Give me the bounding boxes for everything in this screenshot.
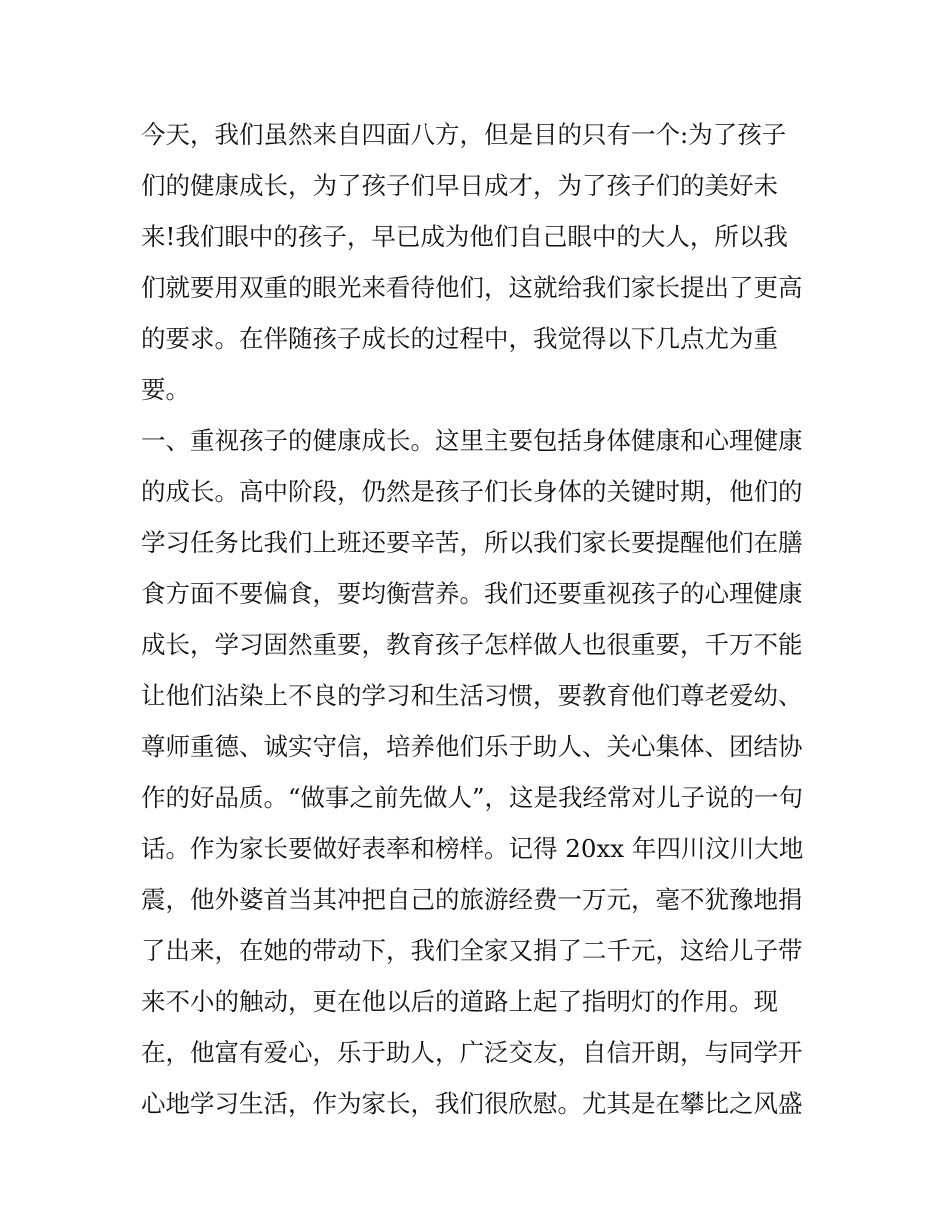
text-line: 今天，我们虽然来自四面八方，但是目的只有一个:为了孩子 (141, 120, 787, 149)
text-line: 成长，学习固然重要，教育孩子怎样做人也很重要，千万不能 (141, 630, 803, 659)
body-text (141, 109, 821, 1129)
text-line: 震，他外婆首当其冲把自己的旅游经费一万元，毫不犹豫地捐 (141, 885, 803, 914)
text-line: 食方面不要偏食，要均衡营养。我们还要重视孩子的心理健康 (141, 579, 803, 608)
text-line: 的成长。高中阶段，仍然是孩子们长身体的关键时期，他们的 (141, 477, 803, 506)
text-line: 心地学习生活，作为家长，我们很欣慰。尤其是在攀比之风盛 (141, 1089, 803, 1118)
text-line: 作的好品质。“做事之前先做人”，这是我经常对儿子说的一句 (141, 783, 804, 812)
text-line: 要。 (141, 375, 190, 404)
text-line: 来!我们眼中的孩子，早已成为他们自己眼中的大人，所以我 (141, 222, 788, 251)
text-line: 学习任务比我们上班还要辛苦，所以我们家长要提醒他们在膳 (141, 528, 803, 557)
text-line: 们的健康成长，为了孩子们早日成才，为了孩子们的美好未 (141, 171, 778, 200)
text-line: 来不小的触动，更在他以后的道路上起了指明灯的作用。现 (141, 987, 778, 1016)
text-line: 了出来，在她的带动下，我们全家又捐了二千元，这给儿子带 (141, 936, 803, 965)
text-line: 的要求。在伴随孩子成长的过程中，我觉得以下几点尤为重 (141, 324, 778, 353)
text-line: 在，他富有爱心，乐于助人，广泛交友，自信开朗，与同学开 (141, 1038, 803, 1067)
text-line: 尊师重德、诚实守信，培养他们乐于助人、关心集体、团结协 (141, 732, 803, 761)
text-line: 们就要用双重的眼光来看待他们，这就给我们家长提出了更高 (141, 273, 803, 302)
text-line: 话。作为家长要做好表率和榜样。记得 20xx 年四川汶川大地 (141, 834, 804, 863)
text-line: 让他们沾染上不良的学习和生活习惯，要教育他们尊老爱幼、 (141, 681, 803, 710)
text-line: 一、重视孩子的健康成长。这里主要包括身体健康和心理健康 (141, 426, 803, 455)
